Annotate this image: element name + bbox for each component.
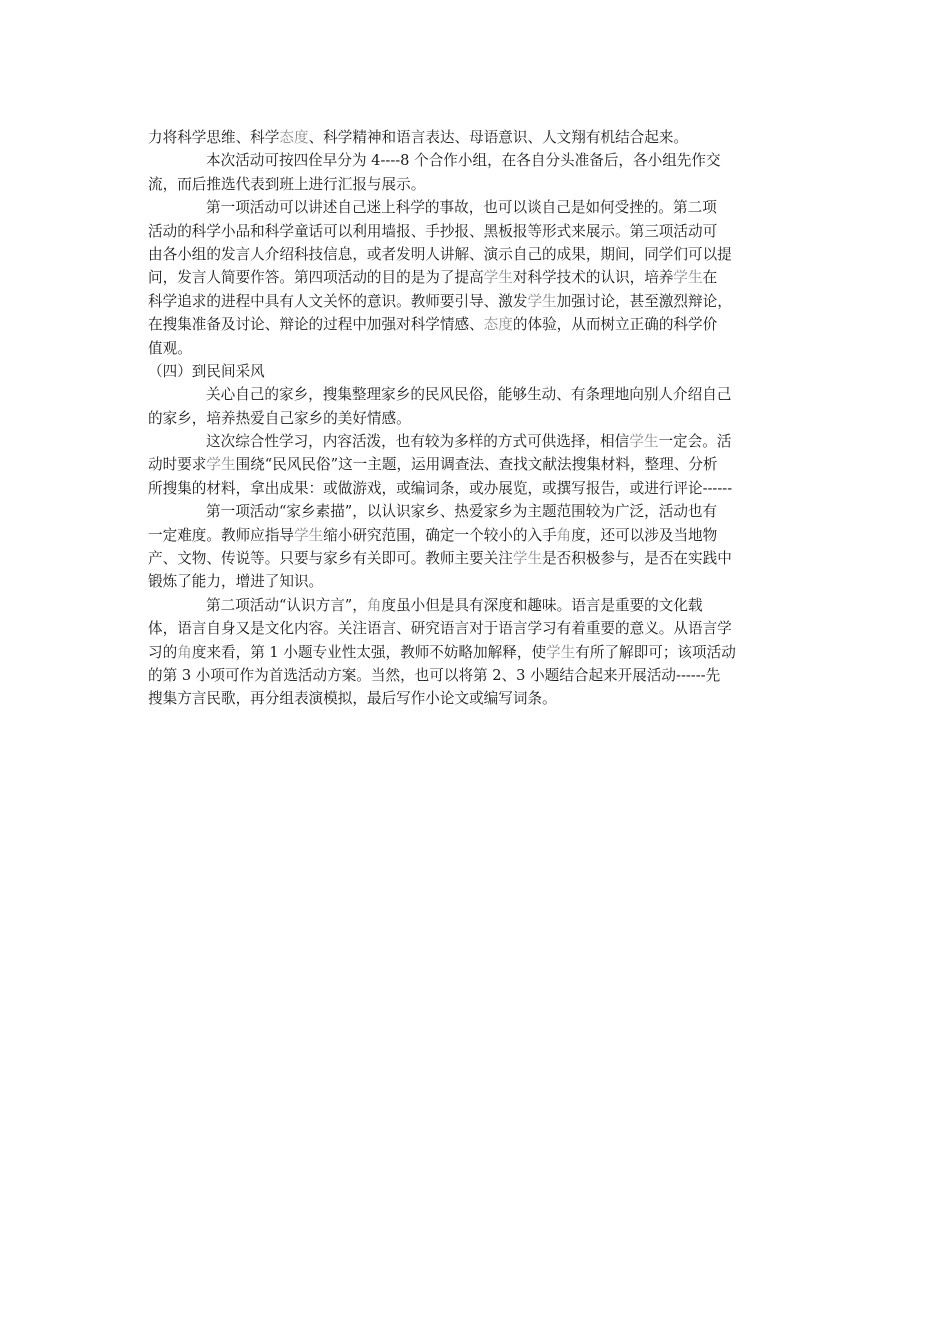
document-body [148,126,808,711]
text-line [148,687,808,710]
text-line [148,453,808,476]
text-run: 围绕“民风民俗”这一主题，运用调查法、查找文献法搜集材料，整理、分析 [235,456,718,474]
text-run: 对科学技术的认识，培养 [512,269,674,287]
text-line [148,477,808,500]
text-line [148,196,808,219]
text-run: 关心自己的家乡，搜集整理家乡的民风民俗，能够生动、有条理地向别人介绍自己 [206,386,732,404]
text-run: 的第 3 小项可作为首选活动方案。当然，也可以将第 2、3 小题结合起来开展活动------先 [148,666,721,684]
text-run: 度来看，第 1 小题专业性太强，教师不妨略加解释，使 [191,643,547,661]
text-line [148,570,808,593]
highlighted-term: 态度 [279,129,309,146]
text-run: 一定难度。教师应指导 [148,526,294,544]
text-run: 第一项活动“家乡素描”，以认识家乡、热爱家乡为主题范围较为广泛，活动也有 [206,503,718,521]
highlighted-term: 学生 [673,269,703,287]
text-run: 习的 [148,643,178,661]
text-run: 缩小研究范围，确定一个较小的入手 [323,526,557,544]
text-run: 动时要求 [148,456,207,474]
highlighted-term: 学生 [512,550,543,568]
text-run: （四）到民间采风 [148,362,265,380]
text-run: 由各小组的发言人介绍科技信息，或者发明人讲解、演示自己的成果，期间，同学们可以提 [148,245,732,263]
text-run: 搜集方言民歌，再分组表演模拟，最后写作小论文或编写词条。 [148,690,557,708]
text-line [148,337,808,360]
text-run: 活动的科学小品和科学童话可以利用墙报、手抄报、黑板报等形式来展示。第三项活动可 [148,222,718,240]
text-line [148,313,808,336]
highlighted-term: 学生 [206,456,236,474]
highlighted-term: 态度 [483,316,513,334]
text-run: 所搜集的材料，拿出成果：或做游戏，或编词条，或办展览，或撰写报告，或进行评论------ [148,479,733,497]
text-run: 这次综合性学习，内容活泼，也有较为多样的方式可供选择，相信 [206,433,630,451]
text-line [148,243,808,266]
highlighted-term: 角 [366,596,382,614]
text-line [148,500,808,523]
text-run: 科学追求的进程中具有人文关怀的意识。教师要引导、激发 [148,292,528,310]
text-run: 有所了解即可；该项活动 [575,643,736,661]
text-line [148,547,808,570]
text-line [148,430,808,453]
text-line [148,149,808,172]
text-run: 值观。 [148,339,192,357]
text-run: 一定会。活 [658,433,732,451]
highlighted-term: 学生 [293,526,324,544]
text-run: 第二项活动“认识方言”， [206,596,367,614]
text-run: 、科学精神和语言表达、母语意识、人文翔有机结合起来。 [308,129,689,146]
text-run: 是否积极参与，是否在实践中 [542,550,732,568]
text-line [148,220,808,243]
text-line [148,664,808,687]
text-run: 度，还可以涉及当地物 [571,526,718,544]
text-line [148,290,808,313]
text-run: 的家乡，培养热爱自己家乡的美好情感。 [148,409,411,427]
text-run: 加强讨论，甚至激烈辩论， [556,292,732,310]
text-line [148,383,808,406]
text-run: 本次活动可按四佺早分为 4----8 个合作小组，在各自分头准备后，各小组先作交 [206,152,721,170]
highlighted-term: 学生 [483,269,513,287]
highlighted-term: 角 [556,526,572,544]
text-line [148,407,808,430]
text-line [148,266,808,289]
text-run: 度虽小但是具有深度和趣味。语言是重要的文化载 [381,596,703,614]
highlighted-term: 角 [177,643,192,661]
text-run: 在搜集准备及讨论、辩论的过程中加强对科学情感、 [148,316,484,334]
text-run: 锻炼了能力，增进了知识。 [148,573,324,591]
highlighted-term: 学生 [546,643,576,661]
text-run: 体，语言自身又是文化内容。关注语言、研究语言对于语言学习有着重要的意义。从语言学 [148,620,732,638]
text-line [148,360,808,383]
text-line [148,617,808,640]
text-line [148,126,808,149]
text-run: 力将科学思维、科学 [148,129,280,146]
text-line [148,524,808,547]
text-line [148,641,808,664]
text-run: 的体验，从而树立正确的科学价 [512,316,718,334]
text-run: 流，而后推选代表到班上进行汇报与展示。 [148,175,426,193]
highlighted-term: 学生 [527,292,557,310]
text-run: 问，发言人简要作答。第四项活动的目的是为了提高 [148,269,484,287]
text-line [148,173,808,196]
text-line [148,594,808,617]
text-run: 在 [702,269,718,287]
text-run: 第一项活动可以讲述自己迷上科学的事故，也可以谈自己是如何受挫的。第二项 [206,199,717,217]
highlighted-term: 学生 [629,433,659,451]
text-run: 产、文物、传说等。只要与家乡有关即可。教师主要关注 [148,550,513,568]
